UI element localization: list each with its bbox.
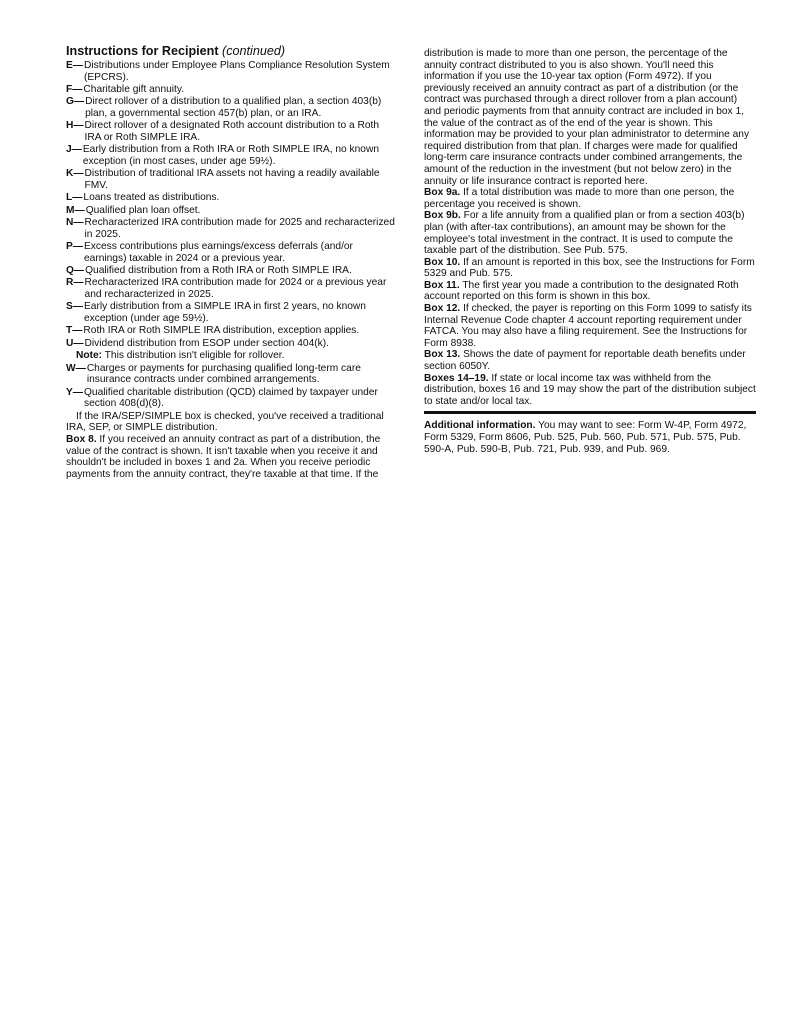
code-letter: M— <box>66 204 85 216</box>
code-text: Qualified plan loan offset. <box>85 204 201 216</box>
box-text: If checked, the payer is reporting on this Form 1099 to satisfy its Internal Revenue Code chapter 4 account reporting requirement under FATCA. You may also have a filing requirement. See the Instructions for Form 8938. <box>424 303 752 349</box>
box-label: Box 9a. <box>424 187 461 199</box>
box-8-label: Box 8. <box>66 433 97 445</box>
code-u-note <box>76 350 396 362</box>
code-text: Qualified distribution from a Roth IRA or Roth SIMPLE IRA. <box>85 265 352 277</box>
right-column <box>424 48 756 455</box>
distribution-codes-list-continued <box>66 363 396 410</box>
code-text: Direct rollover of a designated Roth account distribution to a Roth IRA or Roth SIMPLE IRA. <box>84 120 380 143</box>
code-text: Distributions under Employee Plans Compliance Resolution System (EPCRS). <box>83 60 390 83</box>
code-text: Direct rollover of a distribution to a qualified plan, a section 403(b) plan, a governmental section 457(b) plan, or an IRA. <box>85 96 382 119</box>
code-item <box>66 387 396 410</box>
note-text: This distribution isn't eligible for rollover. <box>102 350 285 362</box>
section-divider <box>424 411 756 414</box>
code-letter: N— <box>66 217 84 229</box>
code-text: Loans treated as distributions. <box>83 192 220 204</box>
heading-title: Instructions for Recipient <box>66 44 219 58</box>
code-item <box>66 363 396 386</box>
box-8-paragraph <box>66 434 396 480</box>
code-item <box>66 338 396 350</box>
code-letter: R— <box>66 277 84 289</box>
code-item <box>66 60 396 83</box>
code-item <box>66 205 396 217</box>
box-9a-paragraph <box>424 187 756 210</box>
code-text: Recharacterized IRA contribution made for 2025 and recharacterized in 2025. <box>84 217 395 240</box>
code-item <box>66 96 396 119</box>
code-letter: Y— <box>66 386 83 398</box>
code-item <box>66 301 396 324</box>
code-letter: S— <box>66 301 83 313</box>
code-text: Early distribution from a Roth IRA or Roth SIMPLE IRA, no known exception (in most cases, under age 59½). <box>82 144 379 167</box>
code-letter: F— <box>66 83 83 95</box>
box-9b-paragraph <box>424 210 756 256</box>
code-item <box>66 168 396 191</box>
code-letter: E— <box>66 60 83 71</box>
additional-information-paragraph <box>424 420 756 455</box>
box-label: Box 11. <box>424 279 460 291</box>
code-item <box>66 277 396 300</box>
heading-continued: (continued) <box>222 44 286 58</box>
code-text: Roth IRA or Roth SIMPLE IRA distribution, exception applies. <box>83 325 360 337</box>
additional-info-text: You may want to see: Form W-4P, Form 4972, Form 5329, Form 8606, Pub. 525, Pub. 560, Pub. 571, Pub. 575, Pub. 590-A, Pub. 590-B, Pub. 721, Pub. 939, and Pub. 969. <box>424 420 747 455</box>
code-text: Early distribution from a SIMPLE IRA in first 2 years, no known exception (under age 59½). <box>83 301 366 325</box>
box-label: Box 10. <box>424 256 461 268</box>
box-text: For a life annuity from a qualified plan or from a section 403(b) plan (with after-tax contributions), an amount may be shown for the employee's total investment in the contract. It is used to compute the taxable part of the distribution. See Pub. 575. <box>424 210 745 257</box>
code-text: Excess contributions plus earnings/excess deferrals (and/or earnings) taxable in 2024 or a previous year. <box>83 241 353 264</box>
note-label: Note: <box>76 350 103 362</box>
code-letter: U— <box>66 337 84 349</box>
section-heading <box>66 44 396 59</box>
box-label: Boxes 14–19. <box>424 372 489 384</box>
box-text: If state or local income tax was withheld from the distribution, boxes 16 and 19 may show the part of the distribution subject to state and/or local tax. <box>424 372 756 407</box>
box-text: If a total distribution was made to more than one person, the percentage you received is shown. <box>424 187 735 210</box>
code-item <box>66 84 396 96</box>
code-item <box>66 120 396 143</box>
box-8-continued-paragraph: distribution is made to more than one person, the percentage of the annuity contract distributed to you is also shown. You'll need this information if you use the 10-year tax option (Form 4972). If you previously received an annuity contract as part of a distribution (or the contract was purchased through a direct rollover from a plan account) and periodic payments from that annuity contract are included in box 1, the value of the contract as of the end of the year is shown. This information may be provided to your plan administrator to determine any required distribution from that plan. If charges were made for qualified long-term care insurance contracts under combined arrangements, the amount of the reduction in the investment (but not below zero) in the annuity or life insurance contract is reported here. <box>424 48 750 187</box>
code-text: Recharacterized IRA contribution made for 2024 or a previous year and recharacterized in 2025. <box>84 277 387 301</box>
code-letter: W— <box>66 362 86 374</box>
box-text: If an amount is reported in this box, see the Instructions for Form 5329 and Pub. 575. <box>424 256 755 280</box>
code-letter: T— <box>66 325 83 337</box>
box-label: Box 9b. <box>424 210 461 222</box>
box-10-paragraph <box>424 257 756 280</box>
code-item <box>66 192 396 204</box>
distribution-codes-list <box>66 60 396 349</box>
box-12-paragraph <box>424 303 756 349</box>
boxes-14-19-paragraph <box>424 373 756 408</box>
box-8-text: If you received an annuity contract as part of a distribution, the value of the contract is shown. It isn't taxable when you receive it and shouldn't be included in boxes 1 and 2a. When you receive periodic payments from the annuity contract, they're taxable at that time. If the <box>66 433 381 480</box>
left-column <box>66 44 396 480</box>
box-13-paragraph <box>424 349 756 372</box>
code-item <box>66 217 396 240</box>
code-text: Dividend distribution from ESOP under section 404(k). <box>84 337 329 349</box>
code-item <box>66 241 396 264</box>
code-text: Charges or payments for purchasing qualified long-term care insurance contracts under combined arrangements. <box>86 362 361 386</box>
ira-sep-simple-paragraph: If the IRA/SEP/SIMPLE box is checked, you've received a traditional IRA, SEP, or SIMPLE distribution. <box>66 410 384 434</box>
code-letter: G— <box>66 96 85 108</box>
code-letter: H— <box>66 120 84 132</box>
box-label: Box 12. <box>424 303 461 315</box>
code-item <box>66 144 396 167</box>
box-text: Shows the date of payment for reportable death benefits under section 6050Y. <box>424 349 746 373</box>
code-letter: L— <box>66 192 83 204</box>
code-letter: P— <box>66 241 83 253</box>
code-text: Qualified charitable distribution (QCD) claimed by taxpayer under section 408(d)(8). <box>83 386 378 410</box>
code-letter: K— <box>66 168 84 180</box>
code-item <box>66 265 396 277</box>
additional-info-label: Additional information. <box>424 420 536 432</box>
code-item <box>66 325 396 337</box>
code-text: Charitable gift annuity. <box>83 83 185 95</box>
code-letter: Q— <box>66 265 85 277</box>
code-letter: J— <box>66 144 82 156</box>
box-label: Box 13. <box>424 349 461 361</box>
box-11-paragraph <box>424 280 756 303</box>
box-text: The first year you made a contribution to the designated Roth account reported on this form is shown in this box. <box>424 279 739 303</box>
code-text: Distribution of traditional IRA assets not having a readily available FMV. <box>84 168 380 191</box>
